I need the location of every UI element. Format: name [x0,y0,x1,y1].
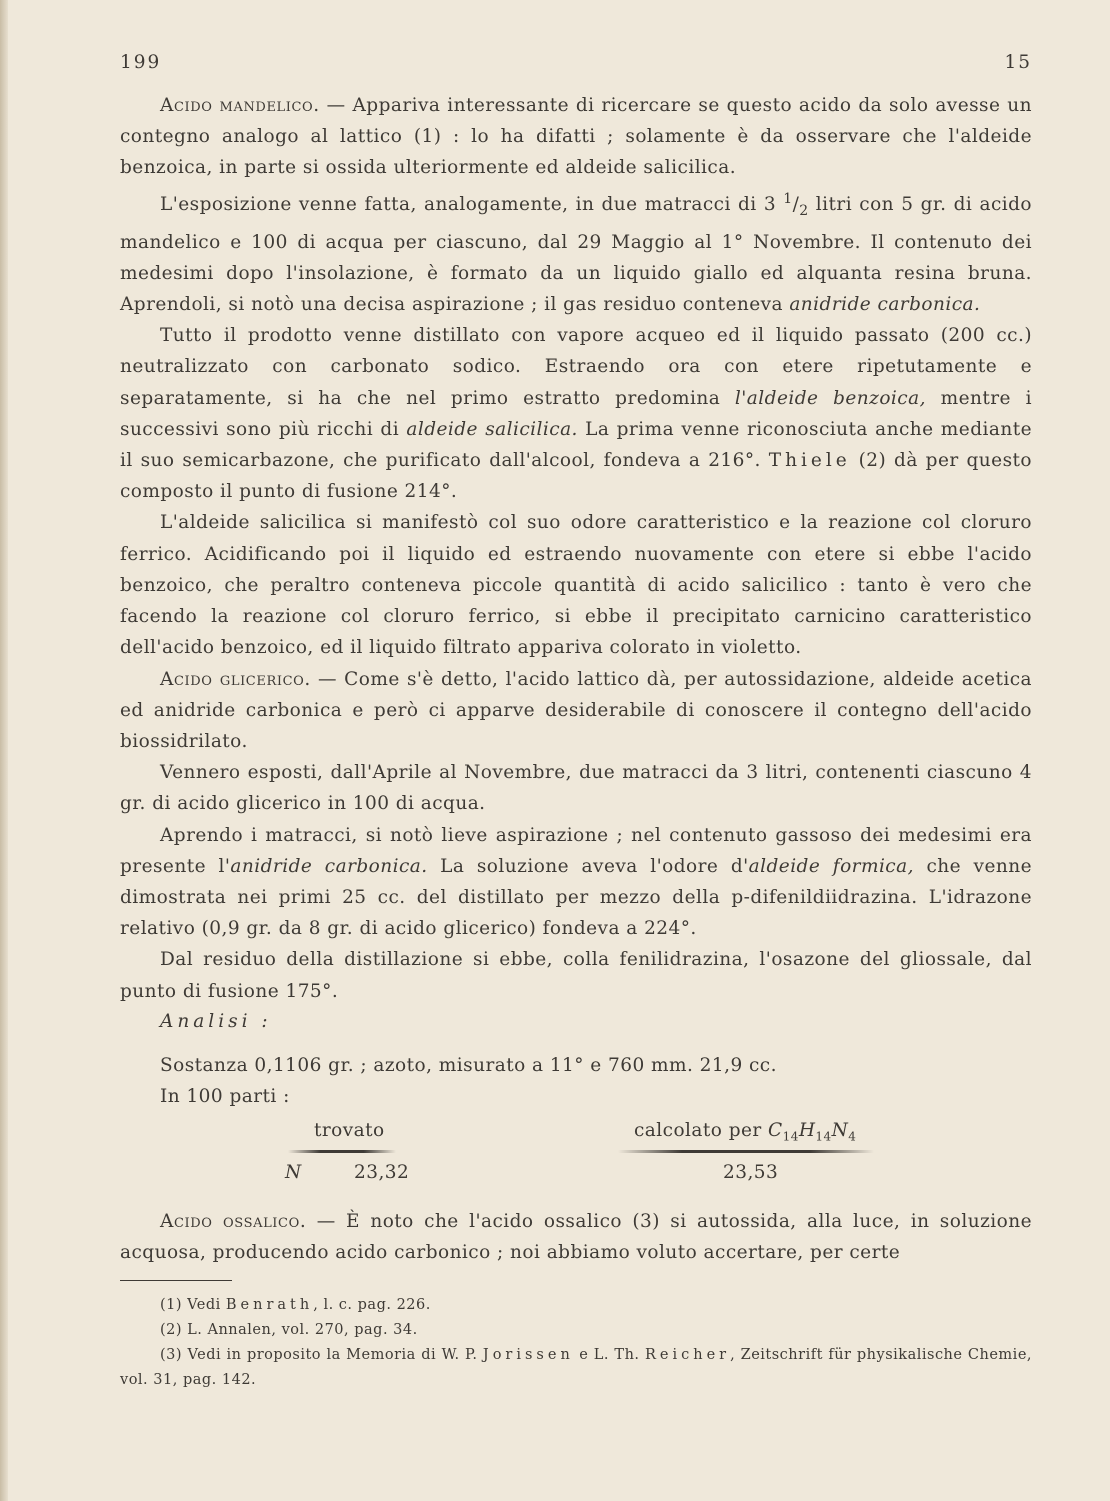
paragraph-esposti: Vennero esposti, dall'Aprile al Novembre, due matracci da 3 litri, contenenti ciascuno 4 gr. di acido glicerico in 100 di acqua. [120,762,1032,815]
paragraph-matracci [120,820,1032,945]
formula-h: H [798,1120,816,1141]
page-number-right: 15 [1004,52,1032,73]
paragraph-text: — Come s'è detto, l'acido lattico dà, per autossidazione, aldeide acetica ed anidride carbonica e però ci apparve desiderabile di conoscere il contegno dell'acido biossidrilato. [120,668,1032,752]
footnote-3 [120,1343,1032,1393]
formula-c: C [768,1120,783,1141]
paragraph-text: — È noto che l'acido ossalico (3) si autossida, alla luce, in soluzione acquosa, producendo acido carbonico ; noi abbiamo voluto accertare, per certe [120,1211,1032,1264]
section-heading-ossalico: Acido ossalico. [160,1211,307,1232]
paragraph-text: mentre i successivi sono più ricchi di [120,387,1032,440]
found-label: trovato [314,1120,385,1141]
formula-n-sub: 4 [848,1129,857,1144]
fraction-denominator: 2 [799,202,809,219]
paragraph-distillazione [120,320,1032,507]
footnote-2: (2) L. Annalen, vol. 270, pag. 34. [160,1322,418,1338]
paragraph-text: — Appariva interessante di ricercare se questo acido da solo avesse un contegno analogo al lattico (1) : lo ha difatti ; solamente è da osservare che l'aldeide benzoica, in parte si ossida ulteriormente ed aldeide salicilica. [120,95,1032,179]
footnotes [120,1293,1032,1393]
formula-c-sub: 14 [782,1129,799,1144]
section-ossalico [120,1206,1032,1268]
author-name: Benrath [225,1297,314,1313]
footnote-text: , Zeitschrift für physikalische Chemie, vol. 31, pag. 142. [120,1347,1033,1388]
footnote-text: (3) Vedi in proposito la Memoria di W. P. [160,1347,483,1363]
calculated-rule [618,1150,874,1153]
formula-n: N [831,1120,849,1141]
fraction-numerator: 1 [783,190,793,207]
calculated-label [634,1120,856,1144]
analysis-title: Analisi : [160,1011,272,1032]
paragraph-text: che venne dimostrata nei primi 25 cc. del distillato per mezzo della p-difenildiidrazina. L'idrazone relativo (0,9 gr. da 8 gr. di acido glicerico) fondeva a 224°. [120,855,1032,940]
paragraph-text: La prima venne riconosciuta anche mediante il suo semicarbazone, che purificato dall'alcool, fondeva a 216°. [120,418,1032,472]
paragraph-mandelico [120,90,1032,184]
italic-term: aldeide salicilica. [406,418,578,440]
italic-term: anidride carbonica. [230,855,428,877]
analysis-sample: Sostanza 0,1106 gr. ; azoto, misurato a 11° e 760 mm. 21,9 cc. [160,1055,777,1076]
calculated-text: calcolato per [634,1120,769,1141]
paragraph-residuo: Dal residuo della distillazione si ebbe, colla fenilidrazina, l'osazone del gliossale, dal punto di fusione 175°. [120,949,1032,1002]
paragraph-ossalico [120,1206,1032,1268]
running-header [120,52,1032,73]
calculated-value: 23,53 [723,1162,779,1183]
found-rule [288,1150,396,1153]
paragraph-salicilica: L'aldeide salicilica si manifestò col suo odore caratteristico e la reazione col cloruro ferrico. Acidificando poi il liquido ed estraendo nuovamente con etere si ebbe l'acido benzoico, che peraltro conteneva piccole quantità di acido salicilico : tanto è vero che facendo la reazione col cloruro ferrico, si ebbe il precipitato carnicino caratteristico dell'acido benzoico, ed il liquido filtrato appariva colorato in violetto. [120,512,1032,659]
italic-term: l'aldeide benzoica, [734,387,926,409]
author-name: Jorissen [482,1347,574,1363]
paragraph-text: La soluzione aveva l'odore d' [427,855,749,877]
footnote-text: (1) Vedi [160,1297,226,1313]
paragraph-text: L'esposizione venne fatta, analogamente, in due matracci di 3 [160,193,784,215]
found-value: 23,32 [354,1162,410,1183]
element-symbol: N [285,1162,302,1183]
footnote-1 [120,1293,1032,1318]
footnote-text: , l. c. pag. 226. [313,1297,431,1313]
paragraph-text: Tutto il prodotto venne distillato con vapore acqueo ed il liquido passato (200 cc.) neutralizzato con carbonato sodico. Estraendo ora con etere ripetutamente e separatamente, si ha che nel primo estratto predomina [120,325,1032,409]
author-name: Thiele [768,450,851,472]
paragraph-esposizione: L'esposizione venne fatta, analogamente, in due matracci di 3 $^1/_2$ litri con 5 gr. di acido mandelico e 100 di acqua per ciascuno, dal 29 Maggio al 1° Novembre. Il contenuto dei medesimi dopo l'insolazione, è formato da un liquido giallo ed alquanta resina bruna. Aprendoli, si notò una decisa aspirazione ; il gas residuo conteneva anidride carbonica. [120,190,1032,316]
page-number-left: 199 [120,52,162,73]
main-text [120,90,1032,1007]
section-heading-glicerico: Acido glicerico. [160,668,311,690]
author-name: Reicher [644,1347,731,1363]
formula-h-sub: 14 [815,1129,832,1144]
footnote-divider [120,1280,232,1281]
section-heading-mandelico: Acido mandelico. [160,95,320,116]
paragraph-text: litri con 5 gr. di acido mandelico e 100 di acqua per ciascuno, dal 29 Maggio al 1° Novembre. Il contenuto dei medesimi dopo l'insolazione, è formato da un liquido giallo ed alquanta resina bruna. Aprendoli, si notò una decisa aspirazione ; il gas residuo conteneva [120,193,1032,316]
paragraph-text: Aprendo i matracci, si notò lieve aspirazione ; nel contenuto gassoso dei medesimi era presente l' [120,824,1032,877]
page-binding-edge [0,0,8,1501]
italic-term: aldeide formica, [748,855,914,877]
footnote-text: e L. Th. [573,1347,645,1363]
analysis-in-parts: In 100 parti : [160,1086,290,1107]
paragraph-glicerico [120,664,1032,758]
paragraph-text: (2) dà per questo composto il punto di fusione 214°. [120,450,1032,503]
italic-term: anidride carbonica. [789,294,981,316]
